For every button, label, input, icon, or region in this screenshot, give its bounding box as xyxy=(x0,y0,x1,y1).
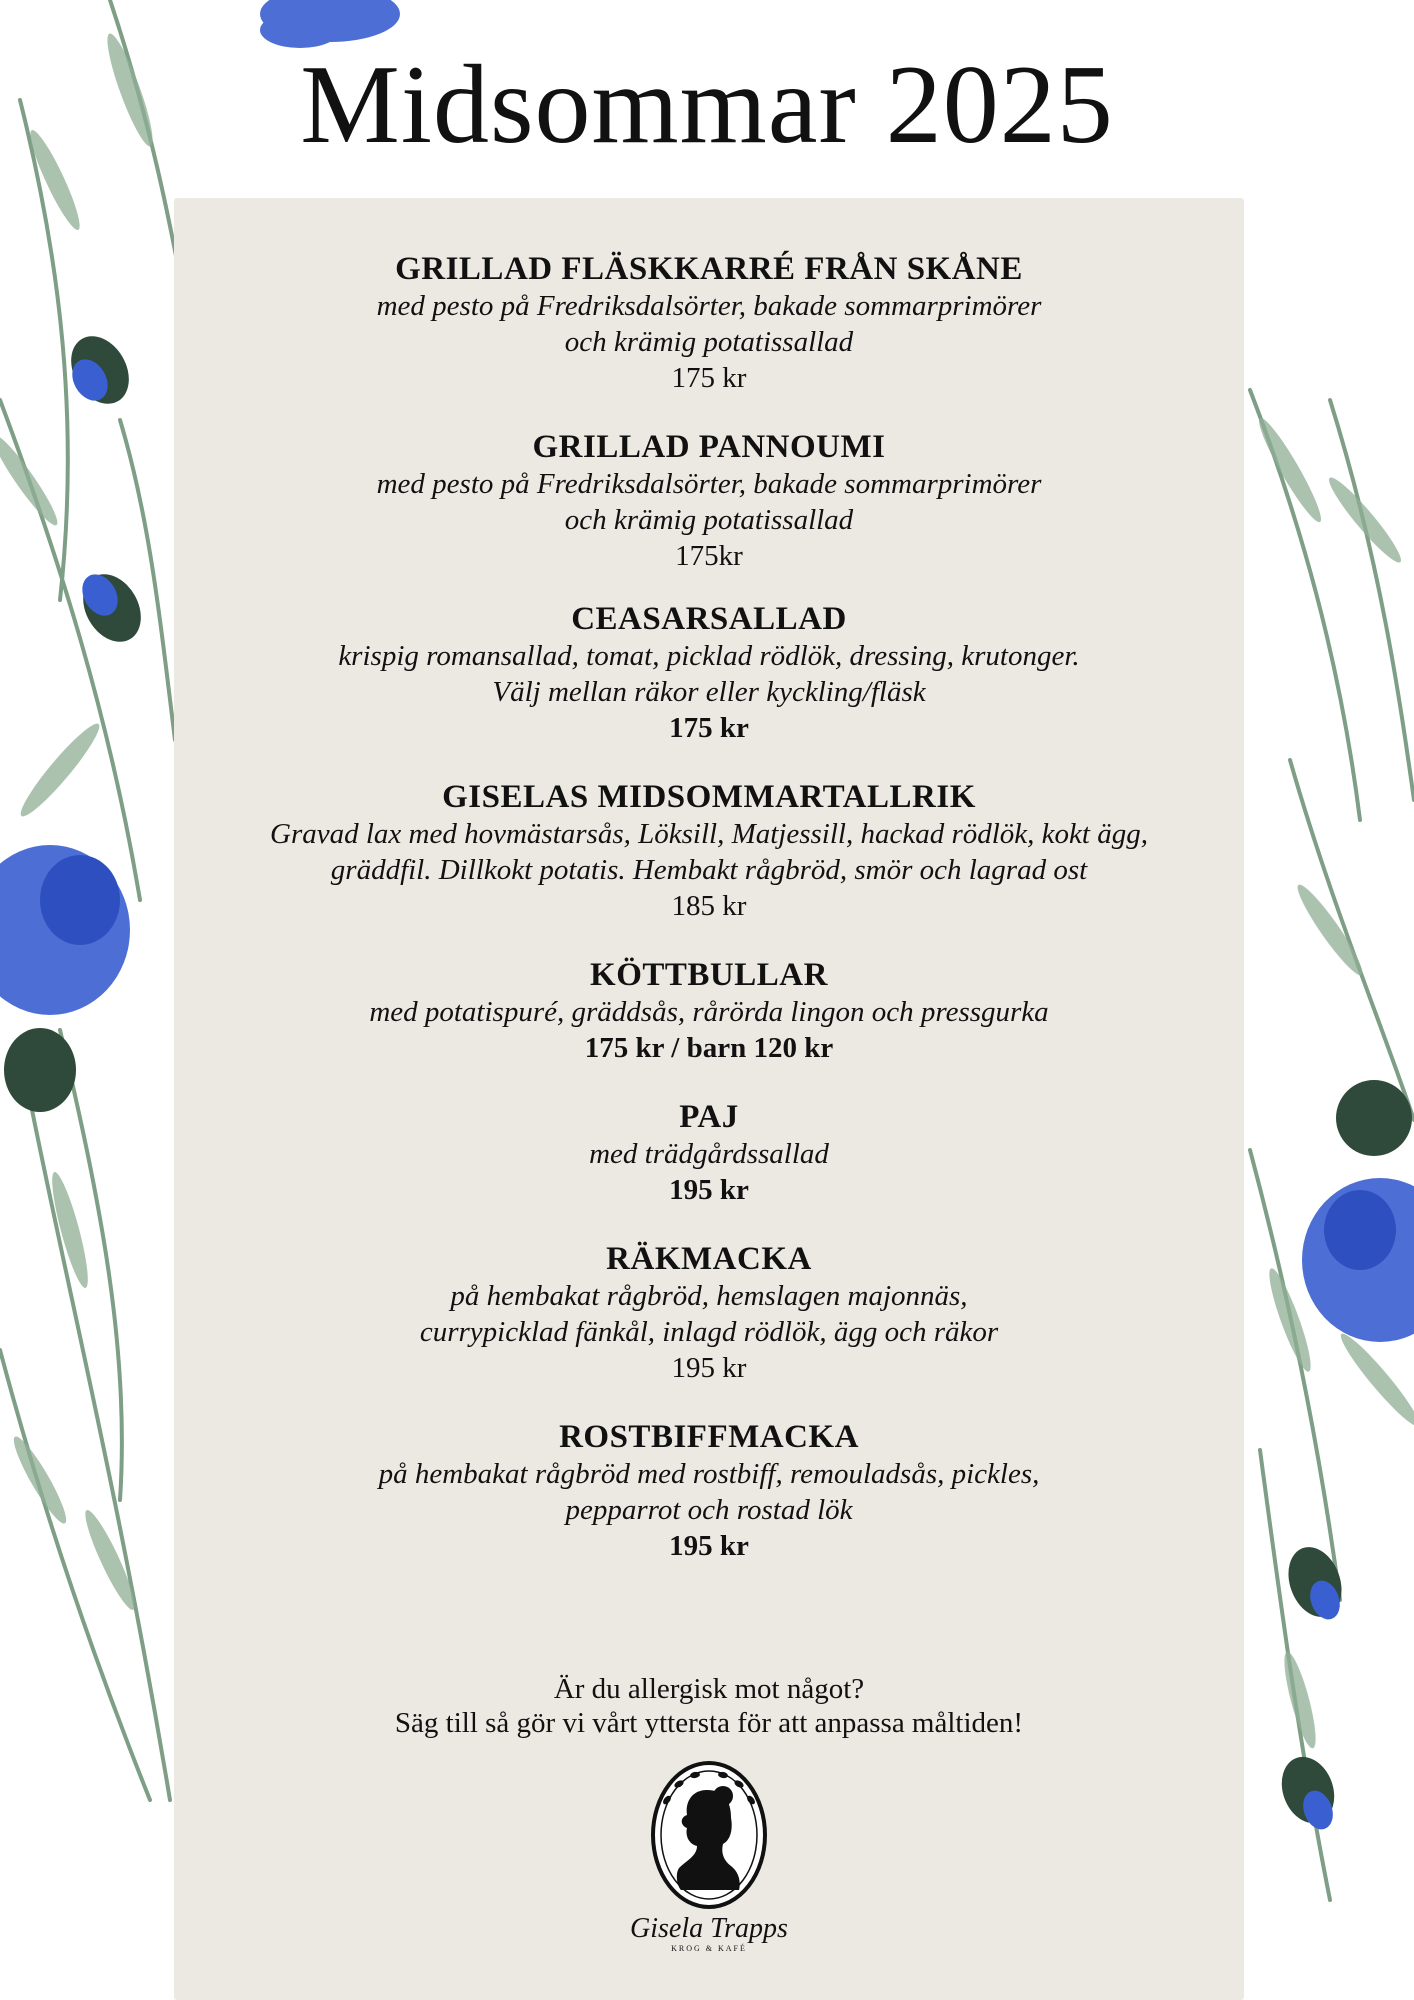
menu-item-description: och krämig potatissallad xyxy=(564,504,854,536)
menu-item-price: 195 kr xyxy=(671,1352,747,1384)
menu-item-name: KÖTTBULLAR xyxy=(590,957,828,993)
menu-item-price: 175 kr xyxy=(669,712,749,744)
menu-item xyxy=(174,778,1244,924)
menu-item-name: ROSTBIFFMACKA xyxy=(559,1419,859,1455)
menu-item-price: 195 kr xyxy=(669,1174,749,1206)
allergy-statement: Säg till så gör vi vårt yttersta för att anpassa måltiden! xyxy=(394,1707,1024,1739)
menu-item xyxy=(174,428,1244,574)
menu-item-description: gräddfil. Dillkokt potatis. Hembakt rågbröd, smör och lagrad ost xyxy=(330,854,1088,886)
menu-item-description: pepparrot och rostad lök xyxy=(565,1494,853,1526)
menu-item-description: och krämig potatissallad xyxy=(564,326,854,358)
menu-item-price: 175 kr / barn 120 kr xyxy=(584,1032,834,1064)
menu-item-description: med potatispuré, gräddsås, rårörda lingon och pressgurka xyxy=(369,996,1049,1028)
menu-item xyxy=(174,956,1244,1066)
menu-item-description: med pesto på Fredriksdalsörter, bakade sommarprimörer xyxy=(376,468,1042,500)
menu-item xyxy=(174,1240,1244,1386)
menu-item-name: GRILLAD FLÄSKKARRÉ FRÅN SKÅNE xyxy=(395,251,1023,287)
menu-item-description: krispig romansallad, tomat, picklad rödlök, dressing, krutonger. xyxy=(338,640,1080,672)
menu-item-price: 175 kr xyxy=(671,362,747,394)
menu-item-description: med trädgårdssallad xyxy=(589,1138,829,1170)
menu-item xyxy=(174,600,1244,746)
menu-item-name: RÄKMACKA xyxy=(606,1241,812,1277)
page-title: Midsommar 2025 xyxy=(300,43,1114,167)
menu-item-name: GISELAS MIDSOMMARTALLRIK xyxy=(442,779,976,815)
menu-item-name: CEASARSALLAD xyxy=(571,601,847,637)
allergy-question: Är du allergisk mot något? xyxy=(553,1673,865,1705)
menu-item xyxy=(174,1418,1244,1564)
brand-subtitle: KROG & KAFÉ xyxy=(671,1944,747,1953)
brand-name: Gisela Trapps xyxy=(630,1913,788,1944)
menu-item-description: med pesto på Fredriksdalsörter, bakade sommarprimörer xyxy=(376,290,1042,322)
cameo-logo-icon xyxy=(627,1760,791,1910)
menu-item xyxy=(174,250,1244,396)
menu-item-description: på hembakat rågbröd med rostbiff, remouladsås, pickles, xyxy=(378,1458,1040,1490)
menu-item-price: 175kr xyxy=(675,540,743,572)
menu-item-name: GRILLAD PANNOUMI xyxy=(532,429,886,465)
allergy-notice xyxy=(174,1672,1244,1740)
menu-list xyxy=(174,250,1244,1564)
menu-item-price: 195 kr xyxy=(669,1530,749,1562)
menu-item-description: currypicklad fänkål, inlagd rödlök, ägg och räkor xyxy=(419,1316,999,1348)
menu-item-description: Gravad lax med hovmästarsås, Löksill, Matjessill, hackad rödlök, kokt ägg, xyxy=(270,818,1148,850)
menu-item-price: 185 kr xyxy=(671,890,747,922)
menu-item xyxy=(174,1098,1244,1208)
menu-item-description: Välj mellan räkor eller kyckling/fläsk xyxy=(492,676,926,708)
menu-item-name: PAJ xyxy=(679,1099,739,1135)
menu-item-description: på hembakat rågbröd, hemslagen majonnäs, xyxy=(450,1280,968,1312)
